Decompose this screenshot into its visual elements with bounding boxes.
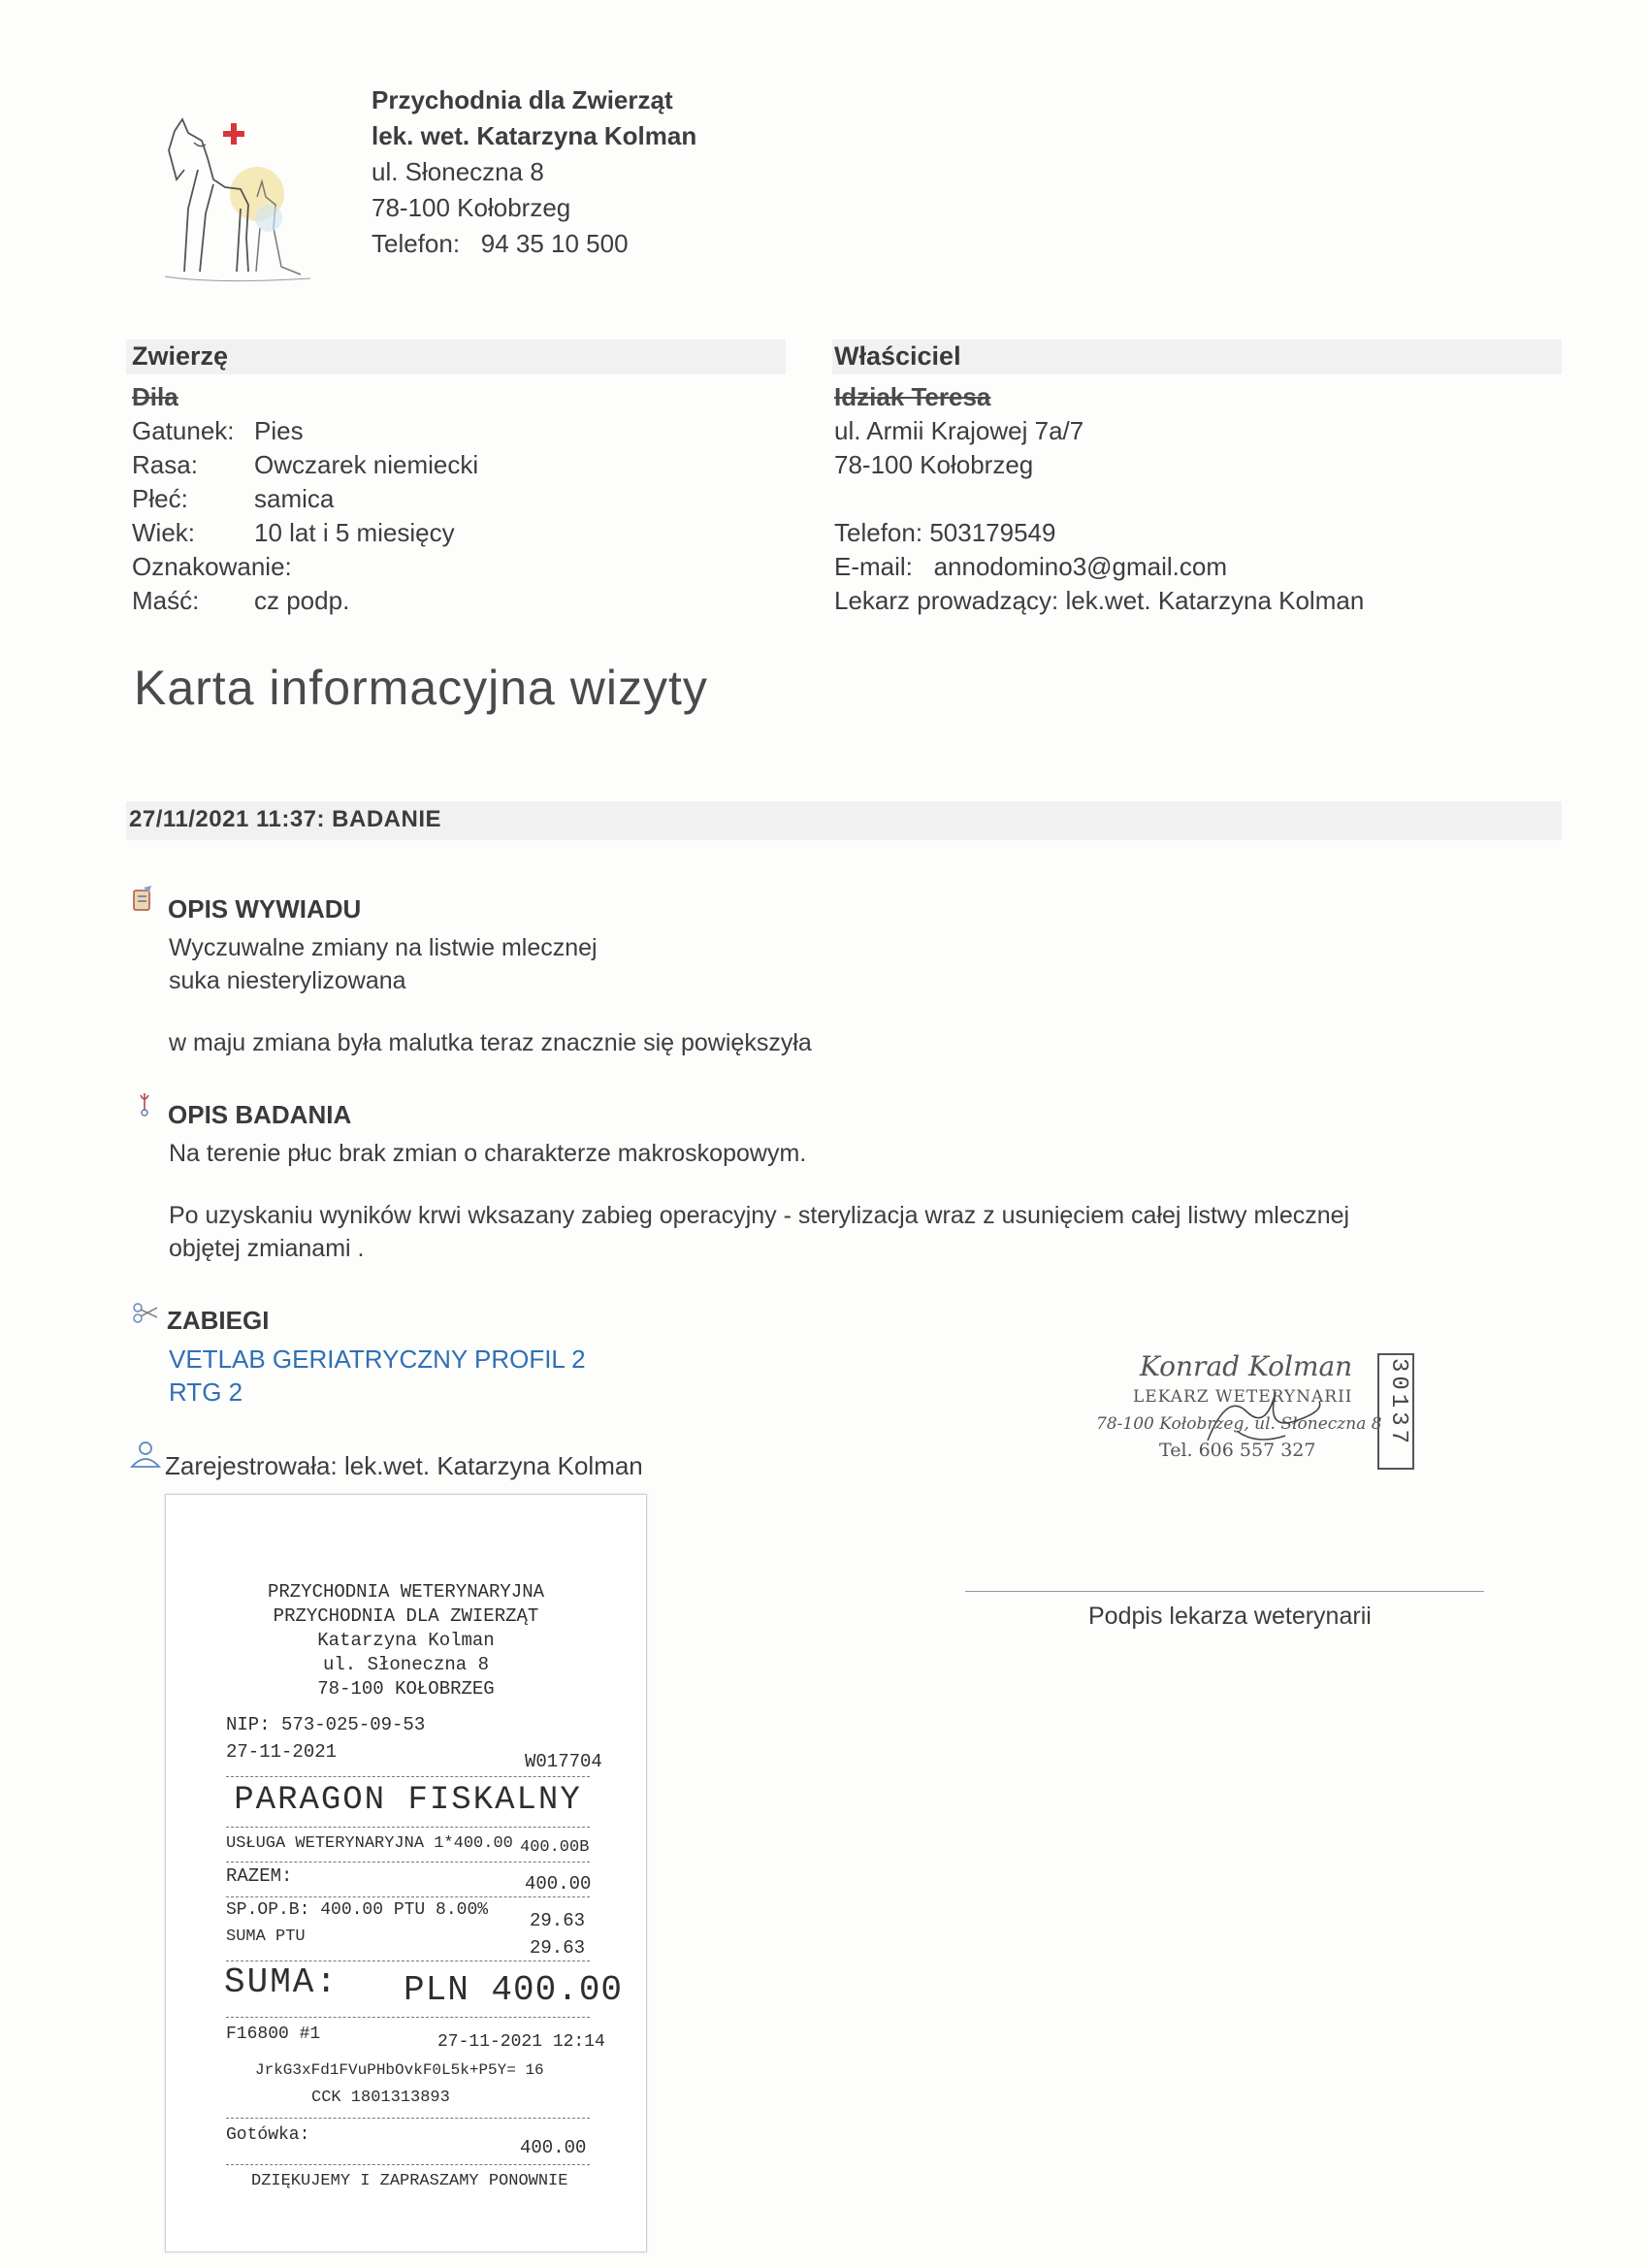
exam-icon <box>137 1091 152 1120</box>
procedures-list <box>169 1343 586 1409</box>
owner-phone-label: Telefon: <box>834 518 923 547</box>
animal-section-title: Zwierzę <box>132 341 229 371</box>
animal-name: Dila <box>132 382 178 411</box>
registered-by: Zarejestrowała: lek.wet. Katarzyna Kolman <box>165 1451 643 1480</box>
animal-breed-row <box>132 448 478 482</box>
animal-species-row <box>132 414 478 448</box>
receipt-header-line: PRZYCHODNIA WETERYNARYJNA <box>267 1581 545 1603</box>
receipt-header-line: PRZYCHODNIA DLA ZWIERZĄT <box>273 1605 539 1627</box>
signature-scribble-icon <box>1198 1373 1324 1460</box>
stamp-address: 78-100 Kołobrzeg, ul. Słoneczna 8 <box>1096 1414 1382 1434</box>
animal-coat-row <box>132 584 478 618</box>
species-label: Gatunek: <box>132 416 235 445</box>
user-icon <box>128 1440 163 1469</box>
receipt-item: USŁUGA WETERYNARYJNA 1*400.00 <box>226 1834 513 1853</box>
owner-info <box>834 380 1364 618</box>
receipt-sum-value: PLN 400.00 <box>404 1970 624 2010</box>
stamp-phone: Tel. 606 557 327 <box>1159 1440 1316 1461</box>
owner-street: ul. Armii Krajowej 7a/7 <box>834 416 1084 445</box>
receipt-header-line: ul. Słoneczna 8 <box>322 1654 490 1675</box>
receipt-separator <box>226 2017 590 2018</box>
scissors-icon <box>132 1300 161 1325</box>
marking-label: Oznakowanie: <box>132 552 292 581</box>
receipt-doc-number: W017704 <box>525 1751 602 1772</box>
species-value: Pies <box>254 416 304 445</box>
receipt-tax-value: 29.63 <box>530 1910 586 1931</box>
sex-label: Płeć: <box>132 484 188 513</box>
clinic-header <box>372 82 696 262</box>
exam-line: Po uzyskaniu wyników krwi wksazany zabieg operacyjny - sterylizacja wraz z usunięciem całej listwy mlecznej <box>169 1202 1350 1229</box>
coat-value: cz podp. <box>254 586 350 615</box>
breed-label: Rasa: <box>132 450 198 479</box>
fiscal-receipt <box>165 1494 647 2252</box>
clinic-phone <box>372 226 696 262</box>
signature-line <box>965 1591 1484 1592</box>
clinic-name: Przychodnia dla Zwierząt <box>372 85 673 114</box>
receipt-separator <box>226 1776 590 1777</box>
owner-email-row <box>834 550 1364 584</box>
receipt-register: F16800 #1 <box>226 2025 321 2044</box>
receipt-cash-label: Gotówka: <box>226 2125 310 2145</box>
receipt-header <box>166 1580 646 1701</box>
interview-icon <box>130 885 155 914</box>
receipt-footer: DZIĘKUJEMY I ZAPRASZAMY PONOWNIE <box>251 2172 568 2190</box>
receipt-datetime: 27-11-2021 12:14 <box>437 2032 605 2052</box>
document-title: Karta informacyjna wizyty <box>134 661 708 715</box>
receipt-tax-label: SP.OP.B: 400.00 PTU 8.00% <box>226 1900 489 1920</box>
receipt-cash-value: 400.00 <box>520 2137 587 2158</box>
procedures-title: ZABIEGI <box>167 1306 270 1335</box>
signature-label: Podpis lekarza weterynarii <box>1088 1603 1372 1630</box>
animal-age-row <box>132 516 478 550</box>
history-text <box>169 931 812 1059</box>
age-value: 10 lat i 5 miesięcy <box>254 518 455 547</box>
receipt-header-line: 78-100 KOŁOBRZEG <box>317 1678 495 1700</box>
clinic-phone-label: Telefon: <box>372 229 461 258</box>
stamp-number: 30137 <box>1385 1358 1411 1448</box>
receipt-header-line: Katarzyna Kolman <box>317 1630 495 1651</box>
receipt-total-label: RAZEM: <box>226 1865 293 1887</box>
receipt-nip: NIP: 573-025-09-53 <box>226 1714 426 1735</box>
age-label: Wiek: <box>132 518 195 547</box>
receipt-tax-sum-value: 29.63 <box>530 1937 586 1959</box>
receipt-separator <box>226 1827 590 1828</box>
owner-city: 78-100 Kołobrzeg <box>834 450 1034 479</box>
owner-doctor-row <box>834 584 1364 618</box>
animal-info <box>132 380 478 618</box>
receipt-separator <box>226 1960 590 1961</box>
clinic-logo-icon <box>155 112 330 286</box>
clinic-vet-name: lek. wet. Katarzyna Kolman <box>372 121 697 150</box>
exam-text <box>169 1137 1349 1265</box>
history-line: Wyczuwalne zmiany na listwie mlecznej <box>169 934 598 961</box>
receipt-date: 27-11-2021 <box>226 1741 338 1763</box>
owner-phone-value: 503179549 <box>929 518 1056 547</box>
animal-marking-row <box>132 550 478 584</box>
owner-email-label: E-mail: <box>834 552 913 581</box>
procedure-item: RTG 2 <box>169 1377 243 1407</box>
history-title: OPIS WYWIADU <box>168 894 362 923</box>
history-line: w maju zmiana była malutka teraz znacznie się powiększyła <box>169 1029 812 1056</box>
clinic-city: 78-100 Kołobrzeg <box>372 193 571 222</box>
doctor-value: lek.wet. Katarzyna Kolman <box>1065 586 1365 615</box>
owner-phone-row <box>834 516 1364 550</box>
receipt-cck: CCK 1801313893 <box>311 2089 450 2107</box>
receipt-separator <box>226 2118 590 2119</box>
receipt-title: PARAGON FISKALNY <box>234 1782 582 1819</box>
breed-value: Owczarek niemiecki <box>254 450 479 479</box>
clinic-street: ul. Słoneczna 8 <box>372 157 544 186</box>
stamp-name: Konrad Kolman <box>1140 1350 1353 1382</box>
exam-line: Na terenie płuc brak zmian o charakterze makroskopowym. <box>169 1140 807 1167</box>
receipt-separator <box>226 2164 590 2165</box>
doctor-label: Lekarz prowadzący: <box>834 586 1059 615</box>
sex-value: samica <box>254 484 335 513</box>
visit-heading: 27/11/2021 11:37: BADANIE <box>129 806 442 832</box>
receipt-item-value: 400.00B <box>520 1838 590 1857</box>
stamp-title: LEKARZ WETERYNARII <box>1133 1387 1353 1407</box>
coat-label: Maść: <box>132 586 200 615</box>
procedure-item: VETLAB GERIATRYCZNY PROFIL 2 <box>169 1345 586 1374</box>
receipt-sum-label: SUMA: <box>224 1962 340 2002</box>
history-line: suka niesterylizowana <box>169 967 406 994</box>
owner-name: Idziak Teresa <box>834 382 991 411</box>
receipt-separator <box>226 1896 590 1897</box>
owner-email-value: annodomino3@gmail.com <box>933 552 1228 581</box>
owner-section-title: Właściciel <box>834 341 961 371</box>
exam-line: objętej zmianami . <box>169 1235 365 1262</box>
receipt-hash: JrkG3xFd1FVuPHbOvkF0L5k+P5Y= 16 <box>255 2061 544 2079</box>
receipt-total-value: 400.00 <box>525 1873 592 1895</box>
receipt-separator <box>226 1862 590 1863</box>
exam-title: OPIS BADANIA <box>168 1100 352 1129</box>
clinic-phone-value: 94 35 10 500 <box>480 229 629 258</box>
animal-sex-row <box>132 482 478 516</box>
receipt-tax-sum-label: SUMA PTU <box>226 1928 306 1946</box>
